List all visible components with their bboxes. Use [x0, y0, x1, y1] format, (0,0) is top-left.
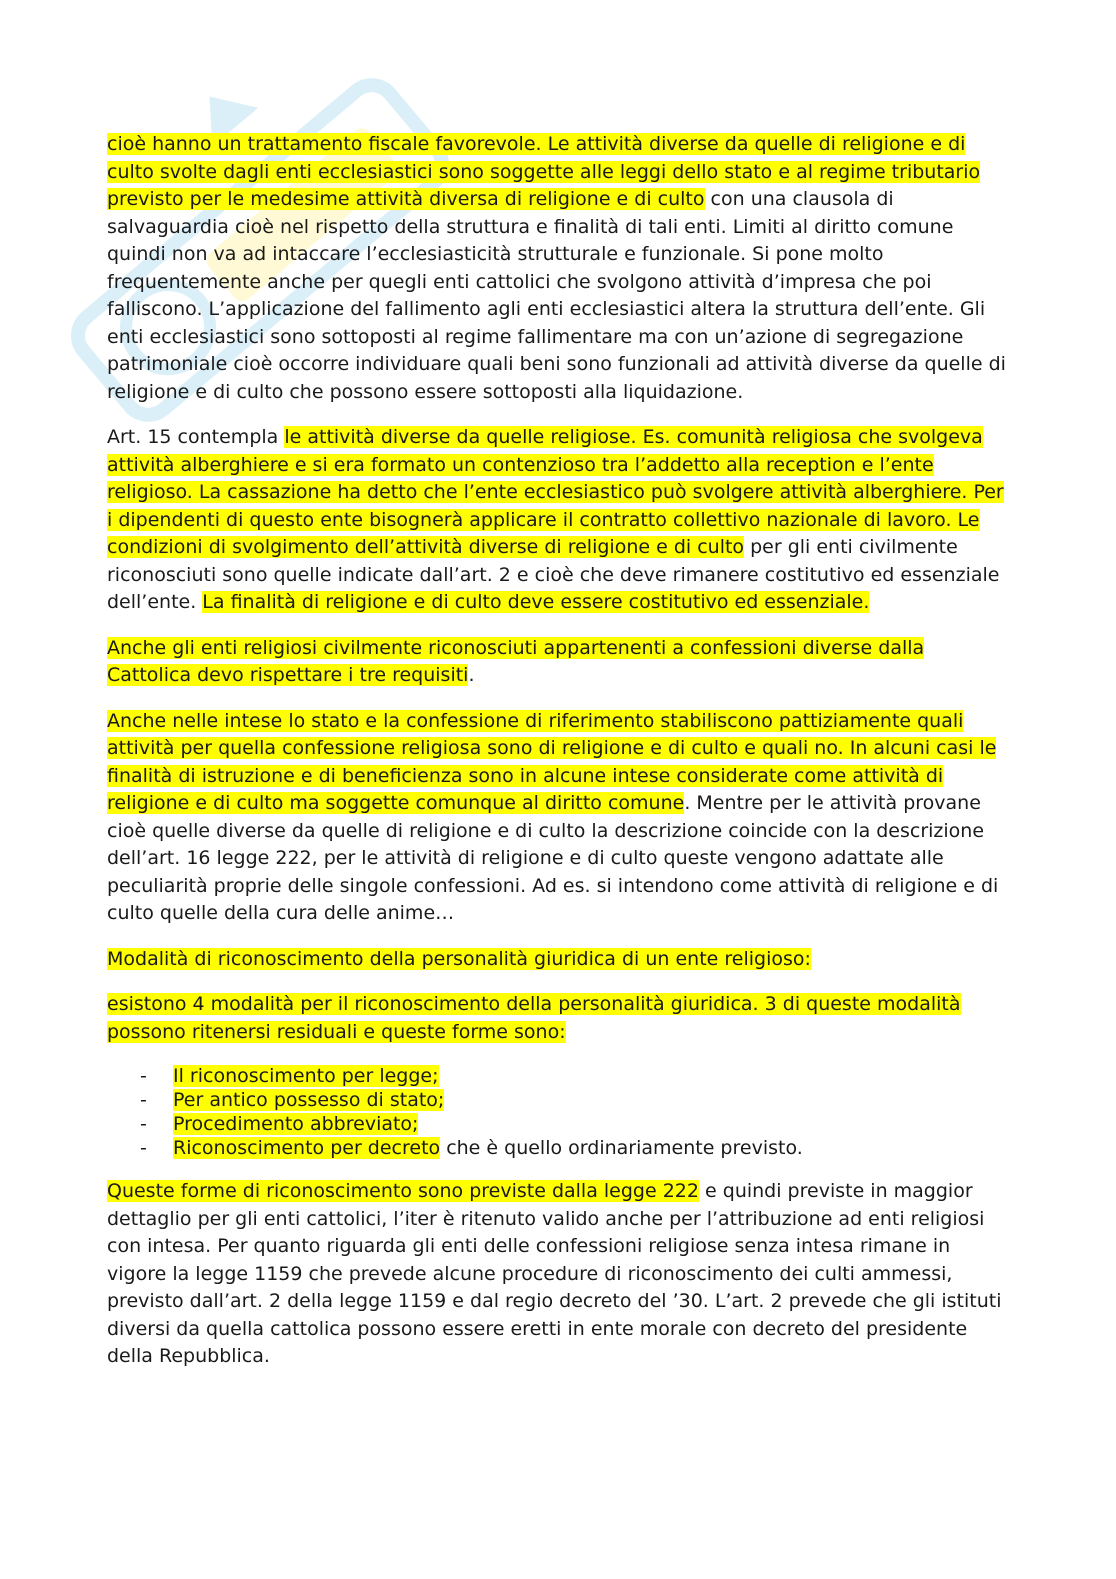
bullet-dash: -	[140, 1065, 147, 1087]
paragraph	[107, 131, 1007, 406]
paragraph	[107, 635, 1007, 690]
text-run: per gli enti civilmente riconosciuti sono quelle indicate dall’art. 2 e cioè che deve rimanere costitutivo ed essenziale dell’ente.	[107, 536, 1000, 613]
list-item	[107, 1064, 1007, 1088]
bullet-dash: -	[140, 1137, 147, 1159]
text-run: .	[468, 664, 475, 686]
highlighted-text: le attività diverse da quelle religiose. Es. comunità religiosa che svolgeva attività alberghiere e si era formato un contenzioso tra l’addetto alla reception e l’ente religioso. La cassazione ha detto che l’ente ecclesiastico può svolgere attività alberghiere. Per i dipendenti di questo ente bisognerà applicare il contratto collettivo nazionale di lavoro. Le condizioni di svolgimento dell’attività diverse di religione e di culto	[107, 426, 1004, 558]
highlighted-text: cioè hanno un trattamento fiscale favorevole. Le attività diverse da quelle di religione e di culto svolte dagli enti ecclesiastici sono soggette alle leggi dello stato e al regime tributario previsto per le medesime attività diversa di religione e di culto	[107, 133, 981, 210]
paragraph	[107, 424, 1007, 617]
highlighted-text: Il riconoscimento per legge;	[173, 1065, 439, 1087]
text-run: con una clausola di salvaguardia cioè nel rispetto della struttura e finalità di tali enti. Limiti al diritto comune quindi non va ad intaccare l’ecclesiasticità strutturale e funzionale. Si pone molto frequentemente anche per quegli enti cattolici che svolgono attività d’impresa che poi falliscono. L’applicazione del fallimento agli enti ecclesiastici altera la struttura dell’ente. Gli enti ecclesiastici sono sottoposti al regime fallimentare ma con un’azione di segregazione patrimoniale cioè occorre individuare quali beni sono funzionali ad attività diverse da quelle di religione e di culto che possono essere sottoposti alla liquidazione.	[107, 188, 1006, 403]
bullet-dash: -	[140, 1113, 147, 1135]
bullet-dash: -	[140, 1089, 147, 1111]
highlighted-text: La finalità di religione e di culto deve essere costitutivo ed essenziale.	[202, 591, 870, 613]
highlighted-text: Queste forme di riconoscimento sono previste dalla legge 222	[107, 1180, 699, 1202]
highlighted-text: Anche nelle intese lo stato e la confessione di riferimento stabiliscono pattiziamente quali attività per quella confessione religiosa sono di religione e di culto e quali no. In alcuni casi le finalità di istruzione e di beneficienza sono in alcune intese considerate come attività di religione e di culto ma soggette comunque al diritto comune	[107, 709, 997, 814]
list-item	[107, 1112, 1007, 1136]
highlighted-text: Riconoscimento per decreto	[173, 1137, 441, 1159]
recognition-modes-list	[107, 1064, 1007, 1160]
list-item	[107, 1136, 1007, 1160]
paragraph	[107, 946, 1007, 974]
document-body	[107, 131, 1007, 1046]
paragraph	[107, 991, 1007, 1046]
list-item	[107, 1088, 1007, 1112]
text-run: . Mentre per le attività provane cioè quelle diverse da quelle di religione e di culto la descrizione coincide con la descrizione dell’art. 16 legge 222, per le attività di religione e di culto queste vengono adattate alle peculiarità proprie delle singole confessioni. Ad es. si intendono come attività di religione e di culto quelle della cura delle anime…	[107, 792, 999, 924]
highlighted-text: Procedimento abbreviato;	[173, 1113, 419, 1135]
highlighted-text: Anche gli enti religiosi civilmente riconosciuti appartenenti a confessioni diverse dalla Cattolica devo rispettare i tre requisiti	[107, 636, 925, 686]
text-run: Art. 15 contempla	[107, 426, 285, 448]
paragraph-closing	[107, 1178, 1007, 1371]
text-run: e quindi previste in maggior dettaglio per gli enti cattolici, l’iter è ritenuto valido anche per l’attribuzione ad enti religiosi con intesa. Per quanto riguarda gli enti delle confessioni religiose senza intesa rimane in vigore la legge 1159 che prevede alcune procedure di riconoscimento dei culti ammessi, previsto dall’art. 2 della legge 1159 e dal regio decreto del ’30. L’art. 2 prevede che gli istituti diversi da quella cattolica possono essere eretti in ente morale con decreto del presidente della Repubblica.	[107, 1180, 1002, 1367]
highlighted-text: esistono 4 modalità per il riconoscimento della personalità giuridica. 3 di queste modalità possono ritenersi residuali e queste forme sono:	[107, 993, 961, 1043]
text-run: che è quello ordinariamente previsto.	[440, 1137, 803, 1159]
paragraph	[107, 708, 1007, 928]
highlighted-text: Modalità di riconoscimento della personalità giuridica di un ente religioso:	[107, 947, 811, 970]
document-page	[107, 131, 1007, 1389]
highlighted-text: Per antico possesso di stato;	[173, 1089, 445, 1111]
